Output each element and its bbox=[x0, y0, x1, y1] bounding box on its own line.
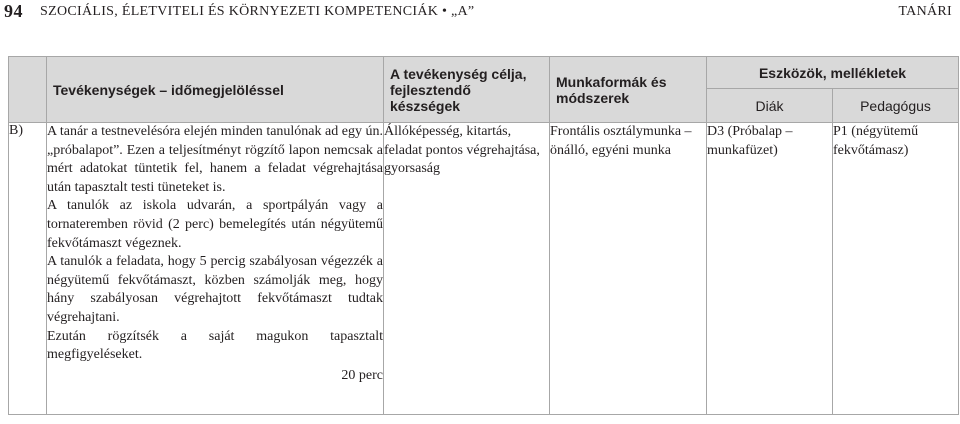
page-number: 94 bbox=[4, 1, 23, 21]
activity-duration: 20 perc bbox=[341, 367, 383, 383]
page-header bbox=[0, 0, 960, 24]
activity-paragraph: A tanulók a feladata, hogy 5 percig szabályosan végezzék a négyütemű fekvőtámaszt, közben számolják meg, hogy hány szabályosan végrehajtott fekvőtámaszt tudtak végrehajtani. bbox=[47, 254, 383, 325]
column-header-teacher: Pedagógus bbox=[833, 89, 959, 123]
activity-description bbox=[47, 123, 384, 415]
table-row bbox=[9, 123, 959, 415]
header-spacer bbox=[9, 57, 47, 123]
lesson-plan-table bbox=[8, 56, 959, 415]
activity-paragraph: A tanulók az iskola udvarán, a sportpályán vagy a tornateremben rövid (2 perc) bemelegítés után négyütemű fekvőtámaszt végeznek. bbox=[47, 198, 383, 251]
section-title: SZOCIÁLIS, ÉLETVITELI ÉS KÖRNYEZETI KOMPETENCIÁK • „A” bbox=[40, 4, 475, 19]
column-header-student: Diák bbox=[707, 89, 833, 123]
student-tools-cell: D3 (Próbalap – munkafüzet) bbox=[707, 123, 833, 415]
audience-label: TANÁRI bbox=[898, 4, 952, 19]
column-header-goal: A tevékenység célja, fejlesztendő készségek bbox=[384, 57, 550, 123]
activity-paragraph: A tanár a testnevelésóra elején minden tanulónak ad egy ún. „próbalapot”. Ezen a teljesítményt rögzítő lapon nemcsak a mért adatokat tüntetik fel, hanem a feladat végrehajtása után tapasztalt testi tüneteket is. bbox=[47, 124, 383, 195]
activity-paragraph: Ezután rögzítsék a saját magukon tapasztalt megfigyeléseket. bbox=[47, 328, 383, 363]
methods-cell: Frontális osztálymunka – önálló, egyéni munka bbox=[550, 123, 707, 415]
row-label: B) bbox=[9, 123, 47, 415]
column-header-activities: Tevékenységek – időmegjelöléssel bbox=[47, 57, 384, 123]
column-header-tools: Eszközök, mellékletek bbox=[707, 57, 959, 89]
column-header-methods: Munkaformák és módszerek bbox=[550, 57, 707, 123]
goal-cell: Állóképesség, kitartás, feladat pontos végrehajtása, gyorsaság bbox=[384, 123, 550, 415]
teacher-tools-cell: P1 (négyütemű fekvőtámasz) bbox=[833, 123, 959, 415]
